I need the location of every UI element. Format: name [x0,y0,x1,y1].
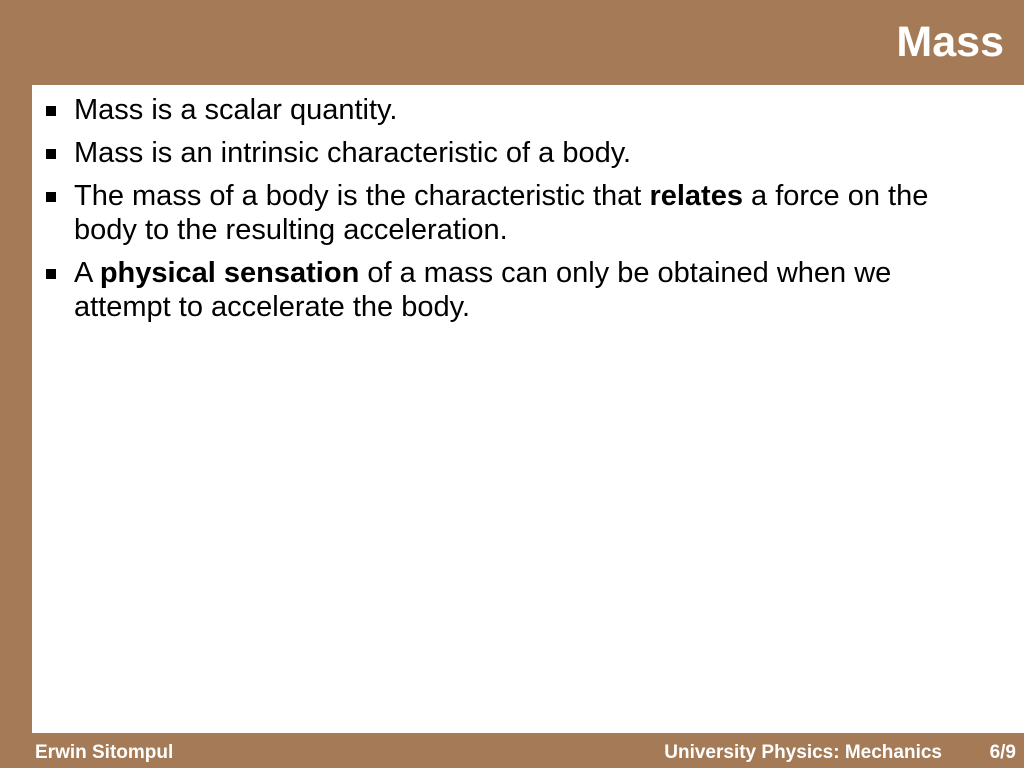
bullet-text-after: a force on the body to the resulting acceleration. [74,180,929,246]
square-bullet-icon [46,106,56,116]
bullet-text: Mass is a scalar quantity. [74,94,398,126]
square-bullet-icon [46,269,56,279]
slide-title: Mass [896,18,1004,66]
bullet-text: Mass is an intrinsic characteristic of a body. [74,137,632,169]
bullet-item [46,179,992,247]
bullet-list [46,93,992,333]
bullet-text-after: of a mass can only be obtained when we attempt to accelerate the body. [74,257,892,323]
square-bullet-icon [46,192,56,202]
footer-course-title: University Physics: Mechanics [664,742,942,763]
page-number: 6/9 [989,742,1016,763]
bold-keyword: relates [649,180,743,212]
footer-author: Erwin Sitompul [35,742,174,763]
content-panel [32,85,1024,733]
bullet-text-before: A [74,257,100,289]
bullet-text-before: The mass of a body is the characteristic that [74,180,650,212]
bullet-item [46,256,992,324]
bullet-item [46,136,992,170]
bold-keyword: physical sensation [99,257,360,289]
square-bullet-icon [46,149,56,159]
bullet-item [46,93,992,127]
